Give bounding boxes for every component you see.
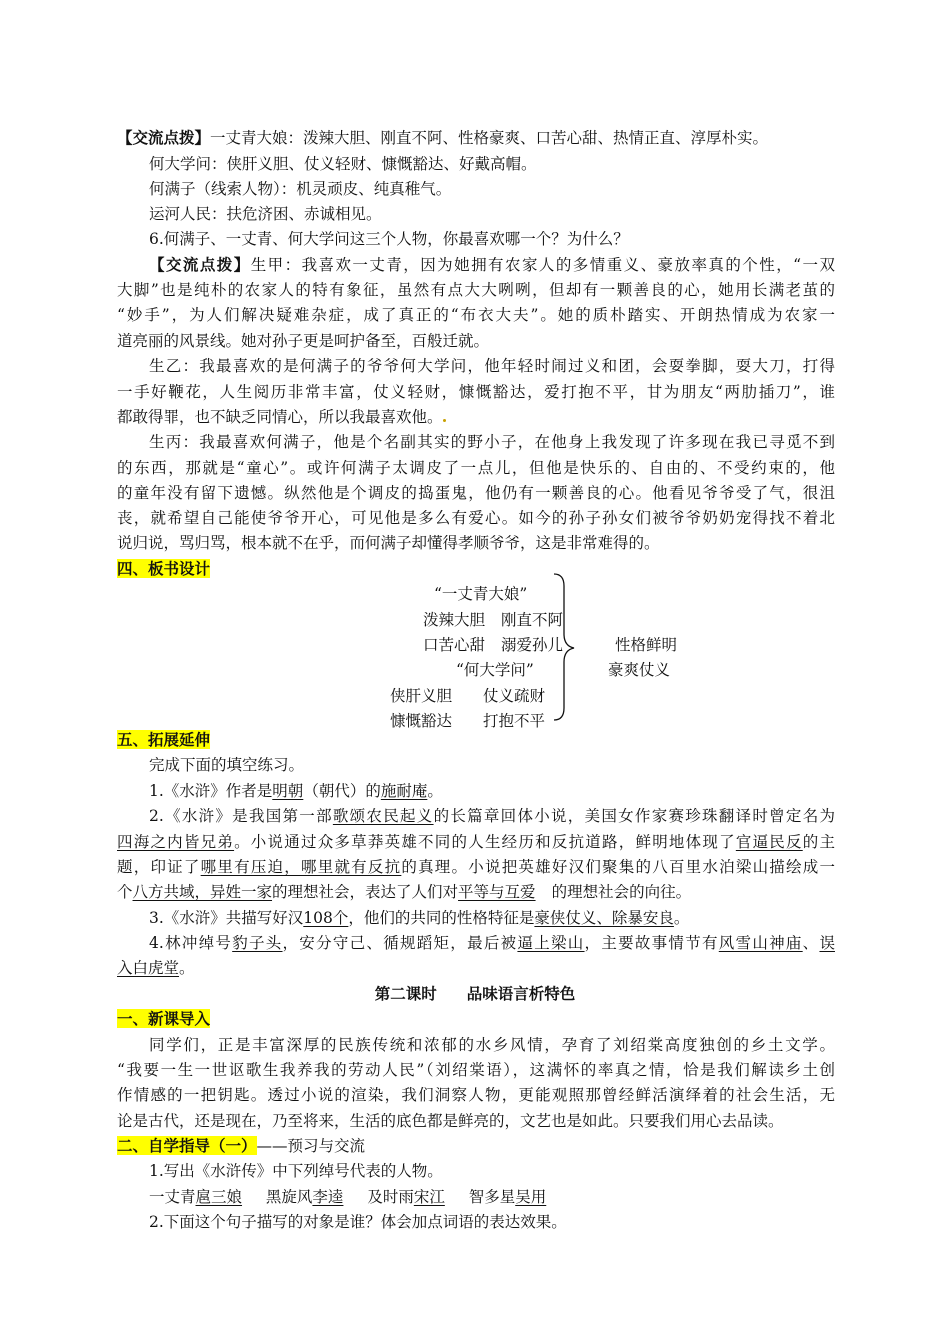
exercise-text: 1.《水浒》作者是: [149, 782, 273, 800]
section-heading-self-study: [117, 1136, 365, 1156]
answer-bing-line-3: 的童年没有留下遗憾。纵然他是个调皮的捣蛋鬼，他仍有一颗善良的心。他看见爷爷受了气，很沮: [117, 484, 835, 502]
board-summary: 豪爽仗义: [608, 661, 671, 679]
exercise-answer: 四海之内皆兄弟: [117, 833, 235, 851]
exercise-answer: 施耐庵: [380, 782, 428, 800]
board-title-1: “一丈青大娘”: [434, 585, 528, 603]
tip-line-1: [117, 128, 768, 148]
answer-yi-line-1: 生乙：我最喜欢的是何满子的爷爷何大学问，他年轻时闹过义和团，会耍拳脚，耍大刀，打得: [149, 357, 835, 375]
board-trait: 侠肝义胆: [390, 687, 453, 705]
exercise-answer: 逼上梁山: [517, 934, 585, 952]
exercise-2-line-2: [117, 832, 835, 852]
answer-text: 都敢得罪，也不缺乏同情心，所以我最喜欢他。: [117, 408, 443, 426]
exercise-1: [149, 781, 443, 801]
answer-bing-line-1: 生丙：我最喜欢何满子，他是个名副其实的野小子，在他身上我发现了许多现在我已寻觅不到: [149, 433, 835, 451]
answer-jia-line-4: 道亮丽的风景线。她对孙子更是呵护备至，百般迁就。: [117, 332, 490, 350]
paragraph: 何大学问：侠肝义胆、仗义轻财、慷慨豁达、好戴高帽。: [149, 155, 537, 173]
exercise-text: 2.《水浒》是我国第一部: [149, 807, 333, 825]
exercise-text: 的理想社会的向往。: [551, 883, 692, 901]
exercise-2-line-4: [117, 882, 691, 902]
exercise-text: 。: [673, 909, 690, 927]
board-trait: 溺爱孙儿: [501, 636, 564, 654]
exercise-text: 。: [427, 782, 443, 800]
intro-line-2: “我要一生一世讴歌生我养我的劳动人民”（刘绍棠语），这满怀的率真之情，恰是我们解读乡土创: [117, 1061, 835, 1079]
dot-mark: [443, 419, 446, 422]
exercise-answer: 平等与互爱: [458, 883, 536, 901]
exercise-answer: 108个: [303, 909, 349, 927]
exercise-3: [149, 908, 689, 928]
board-trait: 仗义疏财: [483, 687, 546, 705]
exercise-text: 3.《水浒》共描写好汉: [149, 909, 304, 927]
answer-bing-line-4: 丧，就希望自己能使爷爷开心，可见他是多么有爱心。如今的孙子孙女们被爷爷奶奶宠得找不着北: [117, 509, 835, 527]
exercise-text: 个: [117, 883, 133, 901]
question-6: 6.何满子、一丈青、何大学问这三个人物，你最喜欢哪一个？为什么？: [149, 230, 629, 248]
exercise-answer: 明朝: [272, 782, 304, 800]
board-trait: 泼辣大胆: [423, 611, 486, 629]
answer-yi-line-3: [117, 407, 446, 427]
self-study-question-1: 1.写出《水浒传》中下列绰号代表的人物。: [149, 1162, 443, 1180]
lesson-topic: 品味语言析特色: [466, 984, 576, 1003]
exercise-text: 的真理。小说把英雄好汉们聚集的八百里水泊梁山描绘成一: [401, 858, 835, 876]
exercise-answer: 风雪山神庙: [718, 934, 803, 952]
character-answer: 吴用: [515, 1188, 547, 1206]
exercise-answer: 入白虎堂: [117, 959, 180, 977]
answer-jia-line-1: [149, 255, 835, 275]
board-trait: 慷慨豁达: [390, 712, 453, 730]
nickname: 及时雨: [367, 1188, 414, 1206]
exercise-answer: 豪侠仗义、除暴安良: [534, 909, 674, 927]
nickname: 一丈青: [149, 1188, 196, 1206]
exercise-4-line-2: [117, 958, 195, 978]
nickname-answers: [149, 1187, 546, 1207]
exercise-answer: 豹子头: [232, 934, 283, 952]
exercise-text: 的长篇章回体小说，美国女作家赛珍珠翻译时曾定名为: [433, 807, 835, 825]
exercise-text: 。小说通过众多草莽英雄不同的人生经历和反抗道路，鲜明地体现了: [234, 833, 736, 851]
exercise-2-line-1: [149, 806, 835, 826]
exercise-text: 的理想社会，表达了人们对: [272, 883, 459, 901]
section-heading-intro: [117, 1009, 210, 1029]
exercise-text: ，他们的共同的性格特征是: [348, 909, 535, 927]
exercise-answer: 哪里有压迫，哪里就有反抗: [200, 858, 402, 876]
character-answer: 扈三娘: [195, 1188, 243, 1206]
character-answer: 宋江: [413, 1188, 445, 1206]
section-heading-extension: [117, 730, 210, 750]
exercise-text: 题，印证了: [117, 858, 201, 876]
exercise-text: 。: [179, 959, 195, 977]
answer-bing-line-2: 的东西，那就是“童心”。或许何满子太调皮了一点儿，但他是快乐的、自由的、不受约束的，他: [117, 459, 835, 477]
board-summary: 性格鲜明: [615, 636, 678, 654]
board-trait: 打抱不平: [483, 712, 546, 730]
answer-bing-line-5: 说归说，骂归骂，根本就不在乎，而何满子却懂得孝顺爷爷，这是非常难得的。: [117, 534, 660, 552]
tip-text: 一丈青大娘：泼辣大胆、刚直不阿、性格豪爽、口苦心甜、热情正直、淳厚朴实。: [210, 129, 769, 147]
board-trait: 刚直不阿: [501, 611, 564, 629]
self-study-question-2: 2.下面这个句子描写的对象是谁？体会加点词语的表达效果。: [149, 1213, 567, 1231]
exercise-text: 、: [802, 934, 820, 952]
heading-text: 四、板书设计: [117, 559, 211, 578]
heading-text: 五、拓展延伸: [117, 730, 211, 749]
lesson-number: 第二课时: [374, 984, 437, 1003]
board-brace: [550, 572, 580, 722]
character-answer: 李逵: [312, 1188, 344, 1206]
tip-bracket: 【交流点拨】: [117, 128, 211, 147]
board-title-2: “何大学问”: [456, 661, 534, 679]
intro-line-3: 作情感的一把钥匙。透过小说的渲染，我们洞察人物，更能观照那曾经鲜活演绎着的社会生活，无: [117, 1086, 835, 1104]
intro-line-1: 同学们，正是丰富深厚的民族传统和浓郁的水乡风情，孕育了刘绍棠高度独创的乡土文学。: [149, 1036, 835, 1054]
exercise-answer: 歌颂农民起义: [332, 807, 434, 825]
heading-subtitle: ——预习与交流: [256, 1137, 366, 1155]
answer-text: 生甲：我喜欢一丈青，因为她拥有农家人的多情重义、豪放率真的个性，“一双: [250, 256, 835, 274]
intro-line-4: 论是古代，还是现在，乃至将来，生活的底色都是鲜亮的，文艺也是如此。只要我们用心去品读。: [117, 1112, 784, 1130]
heading-text: 二、自学指导（一）: [117, 1136, 257, 1155]
exercise-answer: 八方共域，异姓一家: [132, 883, 273, 901]
heading-text: 一、新课导入: [117, 1009, 211, 1028]
tip-bracket: 【交流点拨】: [149, 255, 251, 274]
exercise-text: ，安分守己、循规蹈矩，最后被: [282, 934, 518, 952]
exercise-text: 的主: [802, 833, 835, 851]
answer-jia-line-2: 大脚”也是纯朴的农家人的特有象征，虽然有点大大咧咧，但却有一颗善良的心，她用长满老茧的: [117, 281, 835, 299]
exercise-text: ，主要故事情节有: [584, 934, 719, 952]
exercise-text: （朝代）的: [303, 782, 381, 800]
paragraph: 运河人民：扶危济困、赤诚相见。: [149, 205, 382, 223]
paragraph: 完成下面的填空练习。: [149, 756, 305, 774]
nickname: 黑旋风: [265, 1188, 313, 1206]
exercise-answer: 误: [819, 934, 835, 952]
board-trait: 口苦心甜: [423, 636, 486, 654]
section-heading-board: [117, 559, 210, 579]
exercise-text: 4.林冲绰号: [149, 934, 233, 952]
paragraph: 何满子（线索人物）：机灵顽皮、纯真稚气。: [149, 180, 452, 198]
nickname: 智多星: [468, 1188, 516, 1206]
exercise-answer: 官逼民反: [735, 833, 803, 851]
lesson-title: [0, 984, 950, 1004]
exercise-4-line-1: [149, 933, 835, 953]
answer-yi-line-2: 一手好鞭花，人生阅历非常丰富，仗义轻财，慷慨豁达，爱打抱不平，甘为朋友“两肋插刀”，谁: [117, 383, 835, 401]
answer-jia-line-3: “妙手”，为人们解决疑难杂症，成了真正的“布衣大夫”。她的质朴踏实、开朗热情成为农家一: [117, 306, 835, 324]
exercise-2-line-3: [117, 857, 835, 877]
